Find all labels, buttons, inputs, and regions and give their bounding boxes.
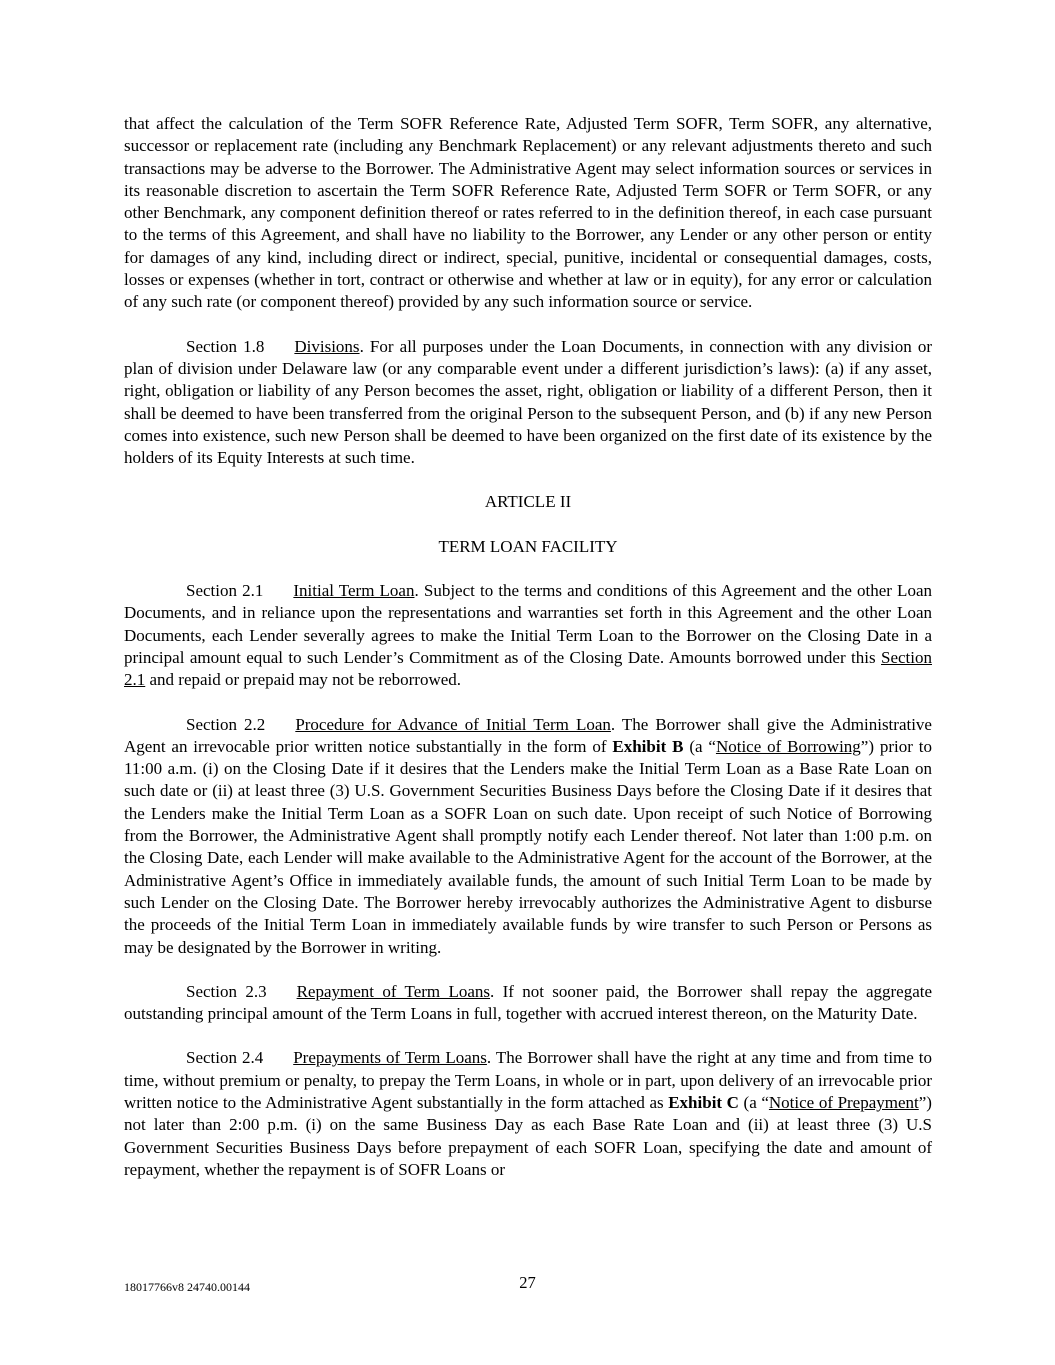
footer-page-number: 27 — [519, 1273, 536, 1292]
underlined-text: Repayment of Term Loans — [296, 981, 491, 1001]
bold-text: Exhibit C — [668, 1092, 739, 1112]
text-run: ”) prior to 11:00 a.m. (i) on the Closing Date if it desires that the Lenders make the Initial Term Loan as a Base Rate Loan on such date or (ii) at least three (3) U.S. Government Securities Business Days before the Closing Date if it desires that the Lenders make the Initial Term Loan as a SOFR Loan on such date. Upon receipt of such Notice of Borrowing from the Borrower, the Administrative Agent shall promptly notify each Lender thereof. Not later than 1:00 p.m. on the Closing Date, each Lender will make available to the Administrative Agent for the account of the Borrower, at the Administrative Agent’s Office in immediately available funds, the amount of such Initial Term Loan to be made by such Lender on the Closing Date. The Borrower hereby irrevocably authorizes the Administrative Agent to disburse the proceeds of the Initial Term Loan in immediately available funds by wire transfer to such Person or Persons as may be designated by the Borrower in writing. — [124, 736, 932, 957]
paragraph-section-2-4-prepayments — [124, 1047, 932, 1181]
underlined-text: Section 2.1 — [124, 647, 932, 690]
text-run: that affect the calculation of the Term SOFR Reference Rate, Adjusted Term SOFR, Term SOFR, any alternative, successor or replacement rate (including any Benchmark Replacement) or any relevant adjustments thereto and such transactions may be adverse to the Borrower. The Administrative Agent may select information sources or services in its reasonable discretion to ascertain the Term SOFR Reference Rate, Adjusted Term SOFR or Term SOFR, or any other Benchmark, any component definition thereof or rates referred to in the definition thereof, in each case pursuant to the terms of this Agreement, and shall have no liability to the Borrower, any Lender or any other person or entity for damages of any kind, including direct or indirect, special, punitive, incidental or consequential damages, costs, losses or expenses (whether in tort, contract or otherwise and whether at law or in equity), for any error or calculation of any such rate (or component thereof) provided by any such information source or service. — [124, 114, 932, 312]
text-run: (a “ — [683, 736, 716, 756]
heading-article-ii — [124, 491, 932, 513]
paragraph-section-2-3-repayment — [124, 981, 932, 1026]
footer-doc-id: 18017766v8 24740.00144 — [124, 1280, 250, 1294]
document-content — [124, 113, 932, 1203]
heading-term-loan-facility — [124, 536, 932, 558]
text-run: . The Borrower shall give the Administrative Agent an irrevocable prior written notice substantially in the form of — [124, 714, 932, 756]
text-run: Section 2.1 — [186, 581, 264, 601]
underlined-text: Notice of Borrowing — [715, 736, 861, 756]
text-run: Section 2.4 — [186, 1048, 264, 1068]
underlined-text: Prepayments of Term Loans — [293, 1048, 487, 1068]
text-run: (a “ — [738, 1092, 769, 1112]
text-run: . Subject to the terms and conditions of this Agreement and the other Loan Documents, and in reliance upon the representations and warranties set forth in this Agreement and the other Loan Documents, each Lender severally agrees to make the Initial Term Loan to the Borrower on the Closing Date in a principal amount equal to such Lender’s Commitment as of the Closing Date. Amounts borrowed under this — [124, 581, 932, 667]
paragraph-section-1-8-divisions — [124, 336, 932, 470]
text-run: ”) not later than 2:00 p.m. (i) on the same Business Day as each Base Rate Loan and (ii) at least three (3) U.S Government Securities Business Days before prepayment of each SOFR Loan, specifying the date and amount of repayment, whether the repayment is of SOFR Loans or — [124, 1092, 932, 1179]
underlined-text: Notice of Prepayment — [768, 1092, 919, 1112]
paragraph-sofr-continuation — [124, 113, 932, 314]
text-run: Section 2.3 — [186, 981, 267, 1001]
text-run: . If not sooner paid, the Borrower shall repay the aggregate outstanding principal amount of the Term Loans in full, together with accrued interest thereon, on the Maturity Date. — [124, 981, 933, 1024]
text-run: Section 2.2 — [186, 714, 266, 734]
paragraph-section-2-1-initial-term-loan — [124, 580, 932, 691]
text-run: and repaid or prepaid may not be reborrowed. — [145, 670, 462, 690]
underlined-text: Initial Term Loan — [293, 581, 415, 601]
text-run: Section 1.8 — [186, 336, 265, 356]
text-run: ARTICLE II — [484, 492, 572, 512]
underlined-text: Procedure for Advance of Initial Term Loan — [295, 714, 611, 734]
text-run: . For all purposes under the Loan Documents, in connection with any division or plan of division under Delaware law (or any comparable event under a different jurisdiction’s laws): (a) if any asset, right, obligation or liability of any Person becomes the asset, right, obligation or liability of a different Person, then it shall be deemed to have been transferred from the original Person to the subsequent Person, and (b) if any new Person comes into existence, such new Person shall be deemed to have been organized on the first date of its existence by the holders of its Equity Interests at such time. — [124, 336, 933, 468]
text-run: . The Borrower shall have the right at any time and from time to time, without premium or penalty, to prepay the Term Loans, in whole or in part, upon delivery of an irrevocable prior written notice to the Administrative Agent substantially in the form attached as — [124, 1048, 932, 1112]
underlined-text: Divisions — [294, 336, 360, 356]
paragraph-section-2-2-procedure-for-advance — [124, 714, 932, 959]
bold-text: Exhibit B — [612, 736, 684, 756]
page-footer — [124, 1272, 931, 1302]
text-run: TERM LOAN FACILITY — [438, 536, 618, 556]
